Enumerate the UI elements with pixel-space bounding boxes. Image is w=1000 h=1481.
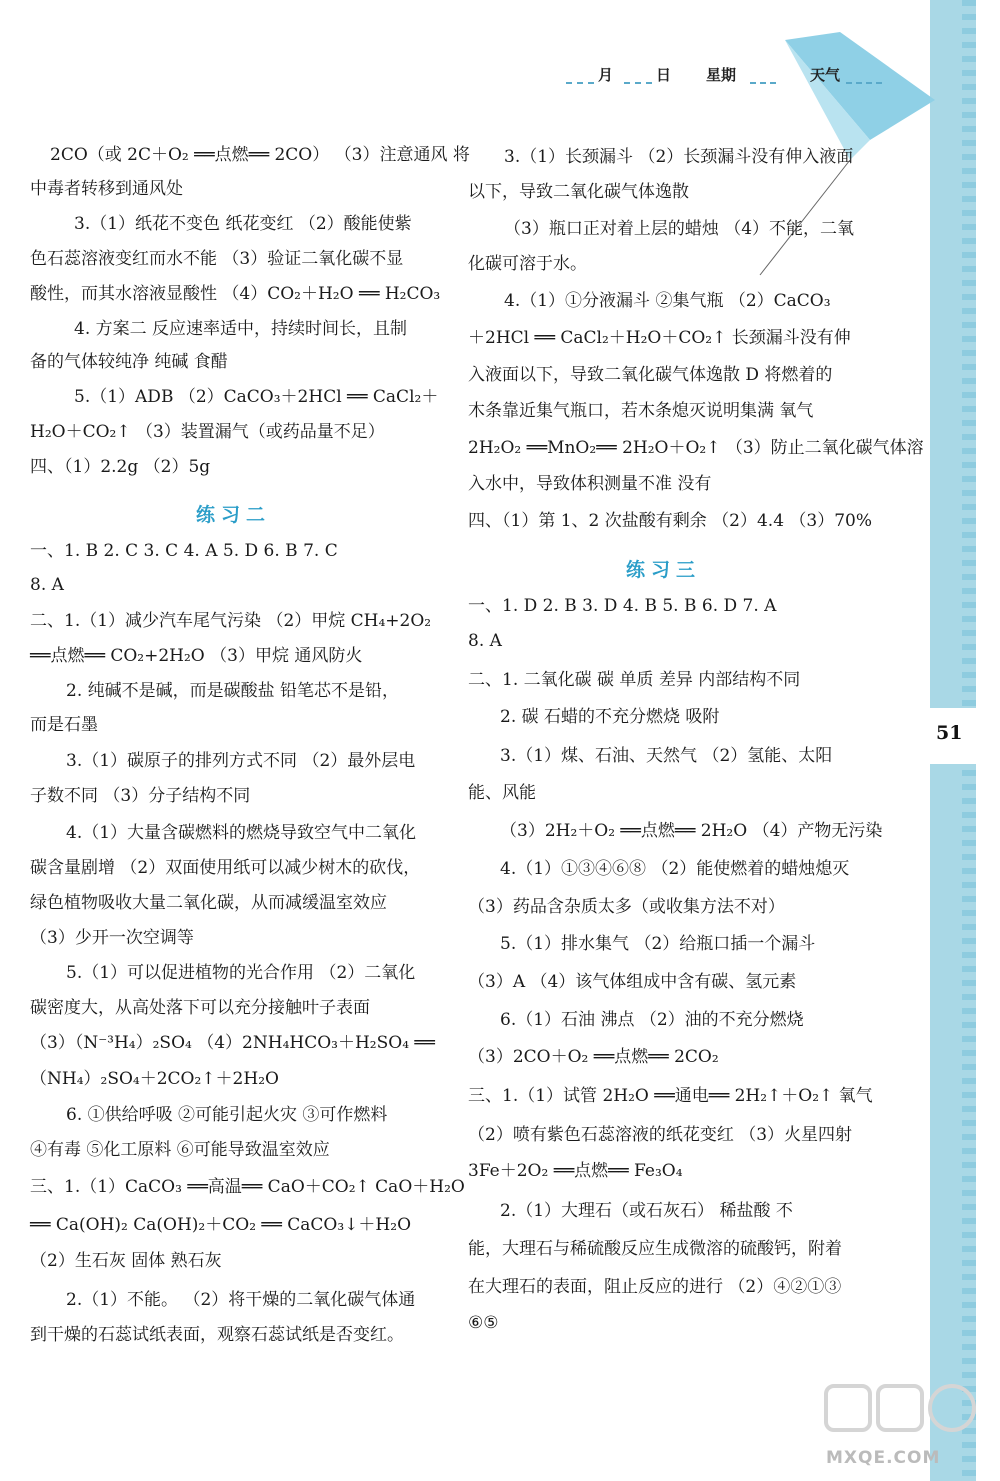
text-line: 2. 碳 石蜡的不充分燃烧 吸附: [500, 707, 720, 727]
text-line: ④有毒 ⑤化工原料 ⑥可能导致温室效应: [30, 1140, 330, 1160]
text-line: 5.（1）ADB （2）CaCO₃＋2HCl ══ CaCl₂＋: [74, 387, 439, 407]
text-line: 到干燥的石蕊试纸表面，观察石蕊试纸是否变红。: [30, 1325, 404, 1345]
text-line: 8. A: [30, 575, 64, 595]
month-blank: [566, 82, 594, 84]
text-line: H₂O＋CO₂↑ （3）装置漏气（或药品量不足）: [30, 422, 385, 442]
text-line: 三、1.（1）试管 2H₂O ══通电══ 2H₂↑＋O₂↑ 氧气: [468, 1086, 873, 1106]
text-line: （3）2CO＋O₂ ══点燃══ 2CO₂: [468, 1047, 719, 1067]
weather-label: 天气: [810, 66, 841, 84]
text-line: （3）瓶口正对着上层的蜡烛 （4）不能，二氧: [504, 219, 855, 239]
text-line: 能，大理石与稀硫酸反应生成微溶的硫酸钙，附着: [468, 1239, 842, 1259]
text-line: 2H₂O₂ ══MnO₂══ 2H₂O＋O₂↑ （3）防止二氧化碳气体溶: [468, 438, 924, 458]
text-line: 4.（1）①③④⑥⑧ （2）能使燃着的蜡烛熄灭: [500, 859, 850, 879]
text-line: ══ Ca(OH)₂ Ca(OH)₂＋CO₂ ══ CaCO₃↓＋H₂O: [30, 1215, 412, 1235]
text-line: 6. ①供给呼吸 ②可能引起火灾 ③可作燃料: [66, 1105, 388, 1125]
text-line: 二、1.（1）减少汽车尾气污染 （2）甲烷 CH₄+2O₂: [30, 611, 432, 631]
text-line: 碳含量剧增 （2）双面使用纸可以减少树木的砍伐，: [30, 858, 421, 878]
text-line: 色石蕊溶液变红而水不能 （3）验证二氧化碳不显: [30, 249, 404, 269]
page-number-tab: [926, 708, 976, 764]
text-line: 子数不同 （3）分子结构不同: [30, 786, 251, 806]
text-line: ＋2HCl ══ CaCl₂＋H₂O＋CO₂↑ 长颈漏斗没有伸: [468, 328, 851, 348]
text-line: （2）喷有紫色石蕊溶液的纸花变红 （3）火星四射: [468, 1125, 853, 1145]
weekday-label: 星期: [706, 66, 737, 84]
text-line: 2CO（或 2C＋O₂ ══点燃══ 2CO） （3）注意通风 将: [50, 145, 470, 165]
text-line: 入水中，导致体积测量不准 没有: [468, 474, 712, 494]
text-line: 一、1. D 2. B 3. D 4. B 5. B 6. D 7. A: [468, 596, 777, 616]
date-header: [560, 62, 890, 90]
watermark-text: MXQE.COM: [826, 1448, 941, 1468]
section-title-exercise-3: 练习三: [626, 559, 702, 581]
text-line: 能、风能: [468, 783, 536, 803]
weather-blank: [846, 82, 882, 84]
page-number: 51: [936, 722, 963, 744]
text-line: 入液面以下，导致二氧化碳气体逸散 D 将燃着的: [468, 365, 833, 385]
text-line: ⑥⑤: [468, 1313, 499, 1333]
text-line: 3.（1）纸花不变色 纸花变红 （2）酸能使紫: [74, 214, 412, 234]
month-label: 月: [598, 66, 614, 84]
weekday-blank: [750, 82, 776, 84]
text-line: 二、1. 二氧化碳 碳 单质 差异 内部结构不同: [468, 670, 801, 690]
text-line: 8. A: [468, 631, 502, 651]
text-line: ══点燃══ CO₂+2H₂O （3）甲烷 通风防火: [30, 646, 363, 666]
text-line: （2）生石灰 固体 熟石灰: [30, 1251, 222, 1271]
text-line: 3.（1）煤、石油、天然气 （2）氢能、太阳: [500, 746, 833, 766]
text-line: 酸性，而其水溶液显酸性 （4）CO₂＋H₂O ══ H₂CO₃: [30, 284, 441, 304]
text-line: 一、1. B 2. C 3. C 4. A 5. D 6. B 7. C: [30, 541, 338, 561]
text-line: （3）少开一次空调等: [30, 928, 194, 948]
text-line: 2. 纯碱不是碱，而是碳酸盐 铅笔芯不是铅，: [66, 681, 400, 701]
text-line: 4.（1）大量含碳燃料的燃烧导致空气中二氧化: [66, 823, 417, 843]
text-line: 而是石墨: [30, 715, 98, 735]
text-line: （3）药品含杂质太多（或收集方法不对）: [468, 897, 785, 917]
text-line: 5.（1）排水集气 （2）给瓶口插一个漏斗: [500, 934, 816, 954]
text-line: （3）（N⁻³H₄）₂SO₄ （4）2NH₄HCO₃＋H₂SO₄ ══: [30, 1033, 435, 1053]
text-line: （3）2H₂＋O₂ ══点燃══ 2H₂O （4）产物无污染: [500, 821, 883, 841]
text-line: 中毒者转移到通风处: [30, 179, 183, 199]
text-line: 以下，导致二氧化碳气体逸散: [468, 182, 689, 202]
text-line: 2.（1）大理石（或石灰石） 稀盐酸 不: [500, 1201, 793, 1221]
text-line: 化碳可溶于水。: [468, 254, 587, 274]
text-line: 4. 方案二 反应速率适中，持续时间长，且制: [74, 319, 408, 339]
text-line: 木条靠近集气瓶口，若木条熄灭说明集满 氧气: [468, 401, 814, 421]
section-title-exercise-2: 练习二: [196, 504, 272, 526]
text-line: 3Fe＋2O₂ ══点燃══ Fe₃O₄: [468, 1161, 683, 1181]
text-line: 2.（1）不能。 （2）将干燥的二氧化碳气体通: [66, 1290, 416, 1310]
text-line: 5.（1）可以促进植物的光合作用 （2）二氧化: [66, 963, 416, 983]
day-label: 日: [656, 66, 672, 84]
text-line: 在大理石的表面，阻止反应的进行 （2）④②①③: [468, 1277, 842, 1297]
text-line: 四、（1）第 1、2 次盐酸有剩余 （2）4.4 （3）70%: [468, 511, 873, 531]
text-line: 绿色植物吸收大量二氧化碳，从而减缓温室效应: [30, 893, 387, 913]
text-line: 6.（1）石油 沸点 （2）油的不充分燃烧: [500, 1010, 804, 1030]
text-line: 3.（1）碳原子的排列方式不同 （2）最外层电: [66, 751, 416, 771]
text-line: （3）A （4）该气体组成中含有碳、氢元素: [468, 972, 797, 992]
text-line: 备的气体较纯净 纯碱 食醋: [30, 352, 228, 372]
text-line: 四、（1）2.2g （2）5g: [30, 457, 211, 477]
text-line: 4.（1）①分液漏斗 ②集气瓶 （2）CaCO₃: [504, 291, 831, 311]
text-line: 三、1.（1）CaCO₃ ══高温══ CaO＋CO₂↑ CaO＋H₂O: [30, 1177, 465, 1197]
text-line: 3.（1）长颈漏斗 （2）长颈漏斗没有伸入液面: [504, 147, 854, 167]
text-line: 碳密度大，从高处落下可以充分接触叶子表面: [30, 998, 370, 1018]
text-line: （NH₄）₂SO₄＋2CO₂↑＋2H₂O: [30, 1069, 279, 1089]
day-blank: [624, 82, 652, 84]
